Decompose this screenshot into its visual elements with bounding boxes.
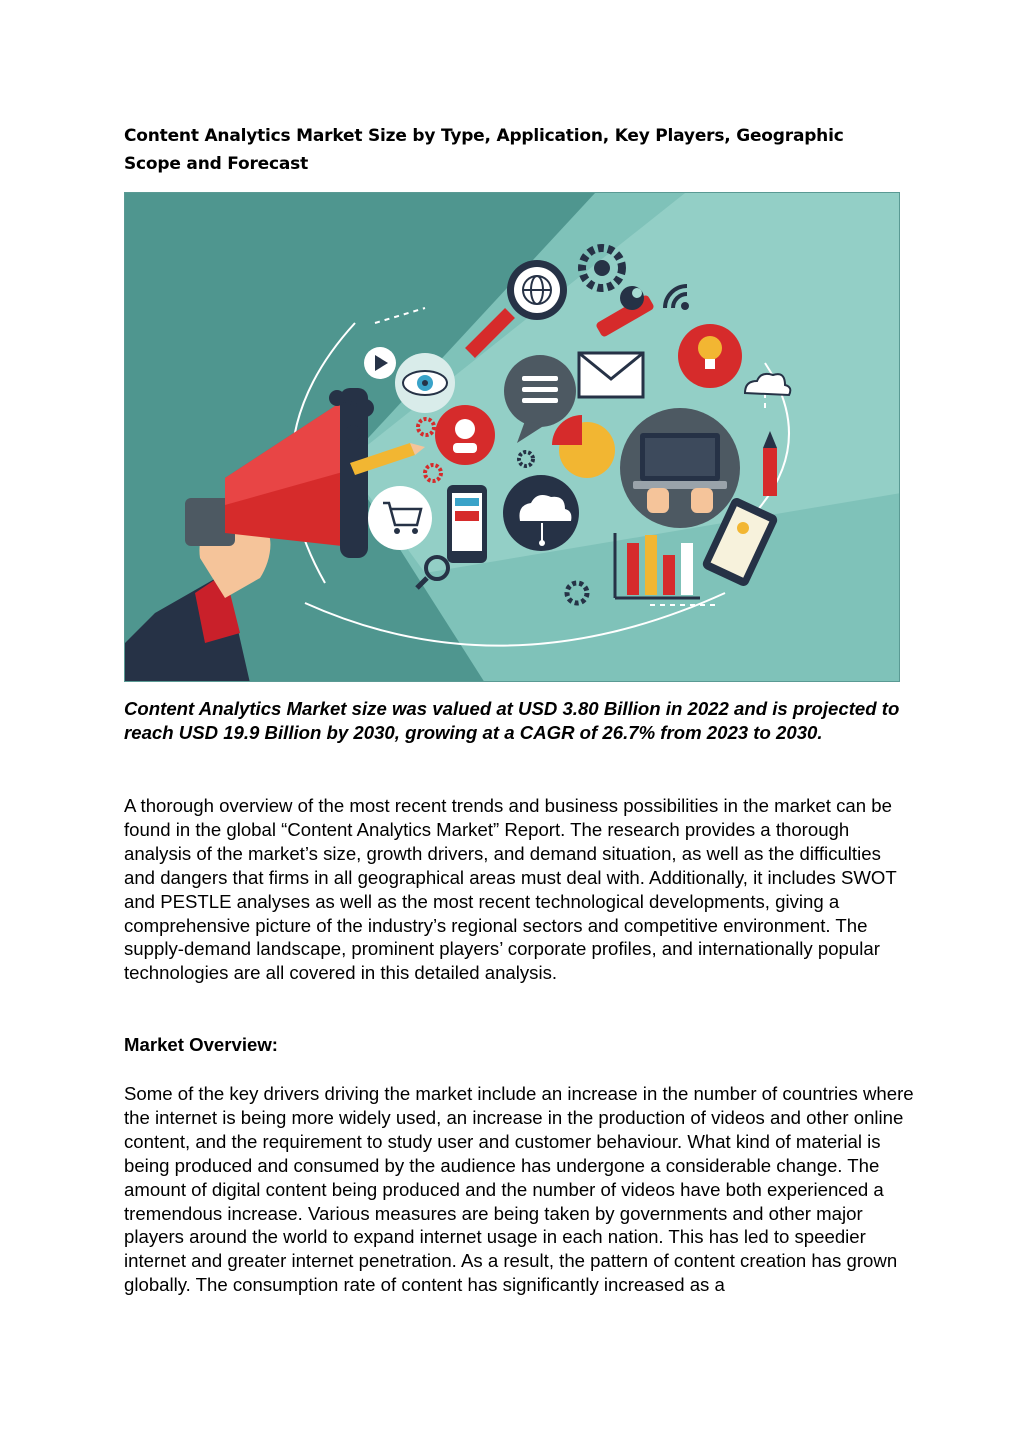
market-size-lead: Content Analytics Market size was valued at USD 3.80 Billion in 2022 and is projected to reach USD 19.9 Billion by 2030, growing at a CAGR of 26.7% from 2023 to 2030. [124, 698, 900, 743]
hero-illustration [124, 192, 900, 682]
phone-icon [447, 485, 487, 563]
cart-icon [368, 486, 432, 550]
lightbulb-icon [678, 324, 742, 388]
report-overview-paragraph: A thorough overview of the most recent trends and business possibilities in the market can be found in the global “Content Analytics Market” Report. The research provides a thorough analysis of the market’s size, growth drivers, and demand situation, as well as the difficulties and dangers that firms in all geographical areas must deal with. Additionally, it includes SWOT and PESTLE analyses as well as the most recent technological developments, giving a comprehensive picture of the industry’s regional sectors and competitive environment. The supply-demand landscape, prominent players’ corporate profiles, and internationally popular technologies are all covered in this detailed analysis. [124, 795, 897, 984]
mail-icon [579, 353, 643, 397]
user-icon [435, 405, 495, 465]
play-icon [364, 347, 396, 379]
laptop-icon [620, 408, 740, 528]
cloud-icon [503, 475, 579, 551]
eye-icon [395, 353, 455, 413]
content-marketing-illustration [125, 193, 900, 682]
section-heading-market-overview: Market Overview: [124, 1034, 278, 1055]
document-title: Content Analytics Market Size by Type, Application, Key Players, Geographic Scope and Forecast [124, 126, 844, 174]
market-overview-paragraph: Some of the key drivers driving the market include an increase in the number of countries where the internet is being more widely used, an increase in the production of videos and other online content, and the requirement to study user and customer behaviour. What kind of material is being produced and consumed by the audience has undergone a considerable change. The amount of digital content being produced and the number of videos have both experienced a tremendous increase. Various measures are being taken by governments and other major players around the world to expand internet usage in each nation. This has led to speedier internet and greater internet penetration. As a result, the pattern of content creation has grown globally. The consumption rate of content has significantly increased as a [124, 1083, 914, 1296]
